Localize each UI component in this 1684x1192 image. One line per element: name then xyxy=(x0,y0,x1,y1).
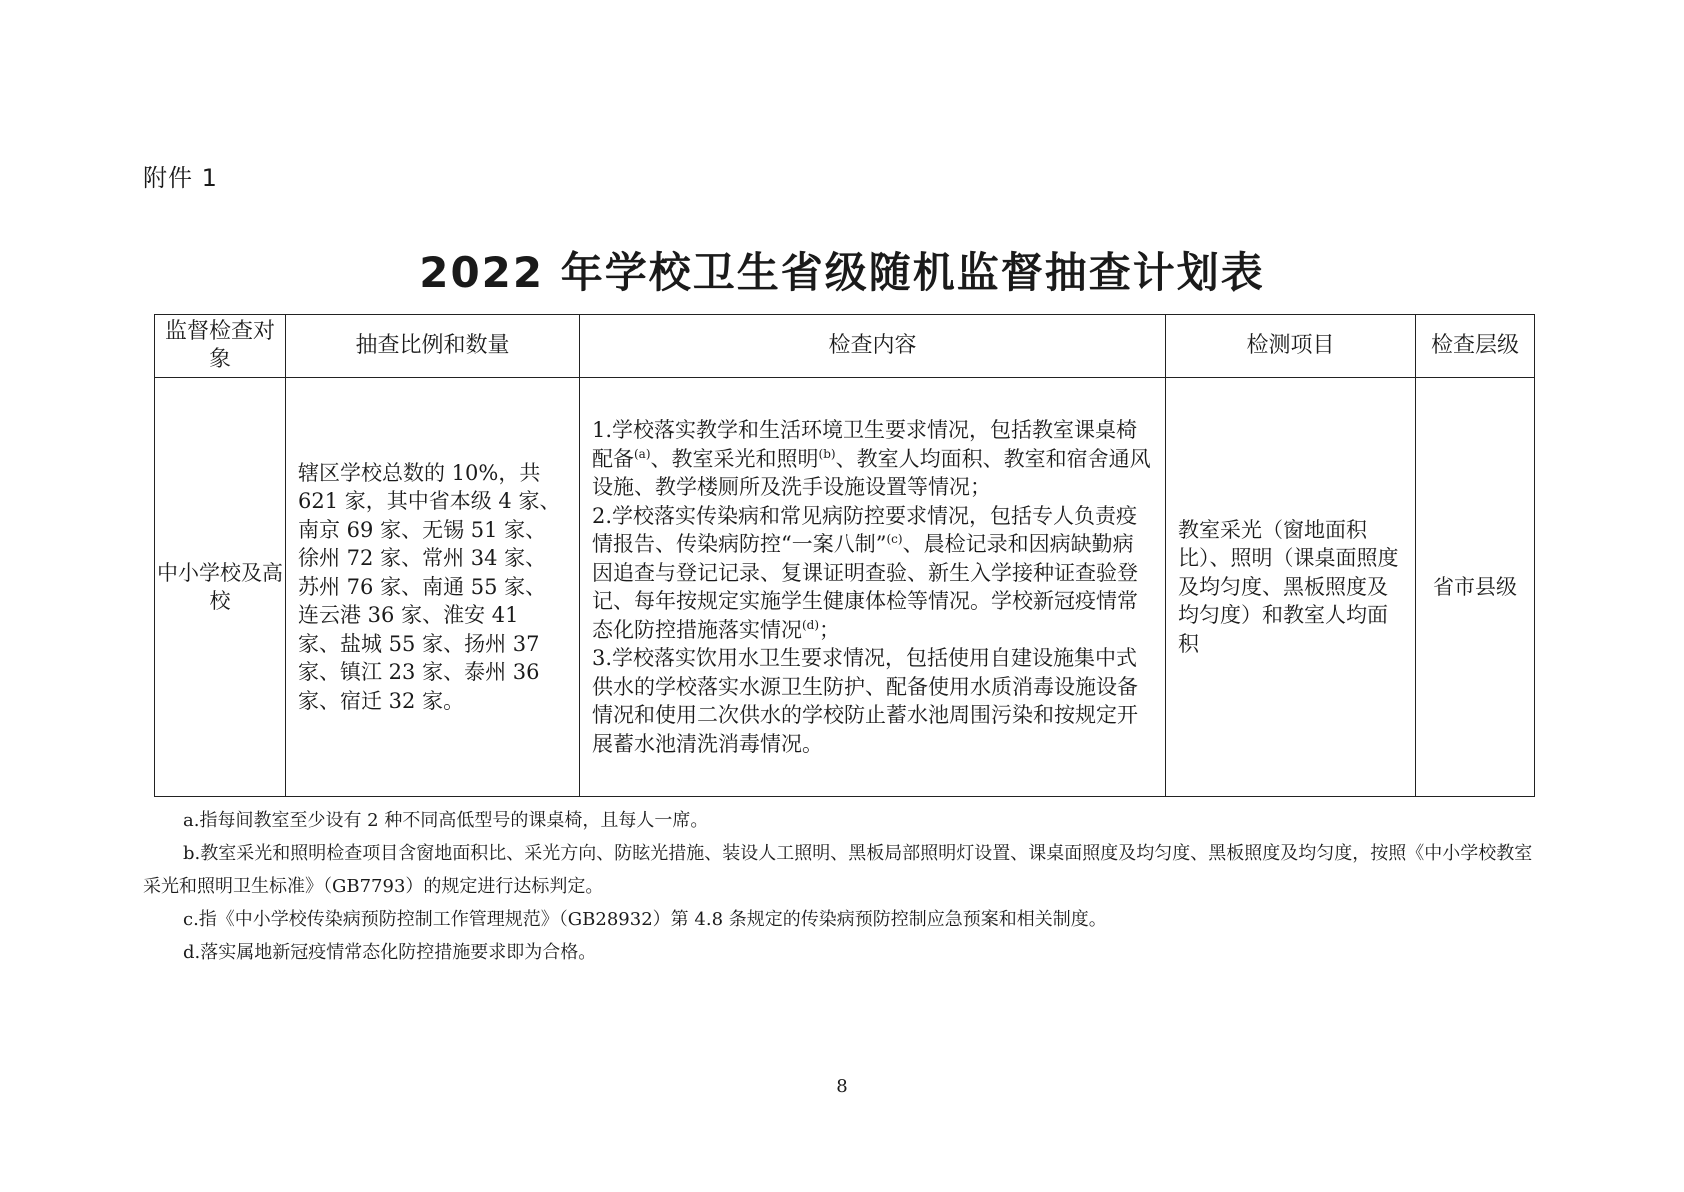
footnote-ref-b: (b) xyxy=(818,446,836,461)
content-item-2 xyxy=(592,502,1153,645)
inspection-plan-table xyxy=(154,314,1535,797)
target-text: 中小学校及高校 xyxy=(157,560,283,613)
cell-items xyxy=(1166,378,1416,797)
footnotes xyxy=(143,804,1533,969)
footnote-d: d.落实属地新冠疫情常态化防控措施要求即为合格。 xyxy=(183,942,597,963)
header-content: 检查内容 xyxy=(580,315,1166,378)
items-text: 教室采光（窗地面积比）、照明（课桌面照度及均匀度、黑板照度及均匀度）和教室人均面积 xyxy=(1178,517,1399,656)
attachment-label: 附件 1 xyxy=(143,164,218,192)
ratio-text: 辖区学校总数的 10%，共 621 家，其中省本级 4 家、南京 69 家、无锡 51 家、徐州 72 家、常州 34 家、苏州 76 家、南通 55 家、连云港 36 家、淮安 41 家、盐城 55 家、扬州 37 家、镇江 23 家、泰州 36 家、宿迁 32 家。 xyxy=(298,460,561,713)
content-1c: 、教室人均面积、教室和宿舍通风设施、教学楼厕所及洗手设施设置等情况； xyxy=(592,446,1151,499)
content-2a: 2.学校落实传染病和常见病防控要求情况，包括专人负责疫情报告、传染病防控“一案八制” xyxy=(592,503,1138,556)
cell-level xyxy=(1416,378,1535,797)
footnote-b: b.教室采光和照明检查项目含窗地面积比、采光方向、防眩光措施、装设人工照明、黑板局部照明灯设置、课桌面照度及均匀度、黑板照度及均匀度，按照《中小学校教室采光和照明卫生标准》（GB7793）的规定进行达标判定。 xyxy=(143,843,1533,897)
content-1b: 、教室采光和照明 xyxy=(650,446,819,471)
header-level: 检查层级 xyxy=(1416,315,1535,378)
header-target: 监督检查对象 xyxy=(155,315,286,378)
table-header-row xyxy=(155,315,1535,378)
cell-ratio xyxy=(286,378,580,797)
footnote-ref-c: (c) xyxy=(886,532,903,546)
page-number: 8 xyxy=(836,1076,848,1097)
content-2b: 、晨检记录和因病缺勤病因追查与登记记录、复课证明查验、新生入学接种证查验登记、每年按规定实施学生健康体检等情况。学校新冠疫情常态化防控措施落实情况 xyxy=(592,532,1138,642)
table-row xyxy=(155,378,1535,797)
footnote-a: a.指每间教室至少设有 2 种不同高低型号的课桌椅，且每人一席。 xyxy=(183,810,709,831)
footnote-ref-d: (d) xyxy=(802,617,820,632)
cell-target xyxy=(155,378,286,797)
document-title: 2022 年学校卫生省级随机监督抽查计划表 xyxy=(419,248,1265,297)
header-ratio: 抽查比例和数量 xyxy=(286,315,580,378)
footnote-c: c.指《中小学校传染病预防控制工作管理规范》（GB28932）第 4.8 条规定的传染病预防控制应急预案和相关制度。 xyxy=(183,909,1107,930)
content-item-3: 3.学校落实饮用水卫生要求情况，包括使用自建设施集中式供水的学校落实水源卫生防护、配备使用水质消毒设施设备情况和使用二次供水的学校防止蓄水池周围污染和按规定开展蓄水池清洗消毒情况。 xyxy=(592,646,1138,756)
level-text: 省市县级 xyxy=(1433,574,1517,599)
content-item-1 xyxy=(592,416,1153,502)
footnote-ref-a: (a) xyxy=(634,446,651,461)
cell-content xyxy=(580,378,1166,797)
content-2c: ； xyxy=(819,617,841,642)
header-items: 检测项目 xyxy=(1166,315,1416,378)
content-1a: 1.学校落实教学和生活环境卫生要求情况，包括教室课桌椅配备 xyxy=(592,418,1138,471)
